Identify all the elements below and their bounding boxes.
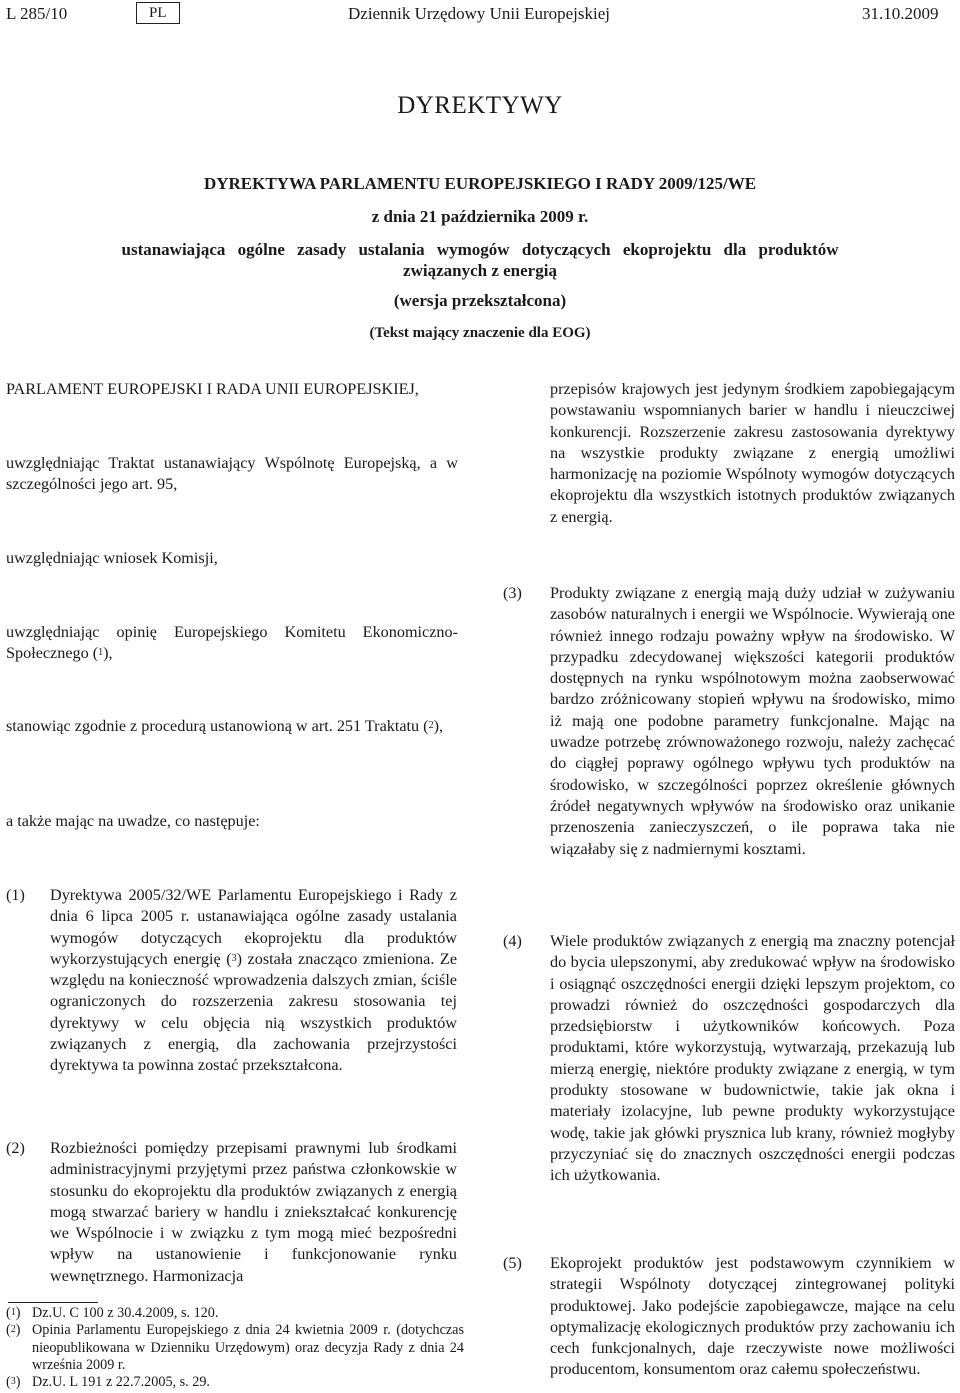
directive-subtitle-line1: ustanawiająca ogólne zasady ustalania wymogów dotyczących ekoprojektu dla produktów: [121, 240, 839, 259]
recital-text: Produkty związane z energią mają duży udział w zużywaniu zasobów naturalnych i energii we Wspólnocie. Wywierają one również innego rodzaju poważny wpływ na środowisko. W przypadku zdecydowanej większości kategorii produktów dostępnych na rynku wspólnotowym można zaobserwować bardzo zróżnicowany stopień wpływu na środowisko, mimo iż mają one podobne parametry funkcjonalne. Mając na uwadze potrzebę zrównoważonego rozwoju, należy zachęcać do ciągłej poprawy ogólnego wpływu tych produktów na środowisko, w szczególności poprzez określenie głównych źródeł negatywnych wpływów na środowisko oraz unikanie przenoszenia zanieczyszczeń, o ile poprawa taka nie wiązałaby się z nadmiernymi kosztami.: [550, 584, 955, 858]
recital-5: [550, 1253, 955, 1381]
footnote-ref: 1: [98, 647, 104, 659]
preamble-whereas: [6, 811, 458, 832]
footnote-3: ($^3$) Dz.U. L 191 z 22.7.2005, s. 29.: [6, 1374, 466, 1392]
recast-note: (wersja przekształcona): [393, 291, 567, 310]
footnote-1: ($^1$) Dz.U. C 100 z 30.4.2009, s. 120.: [6, 1305, 466, 1323]
recital-number: (5): [503, 1254, 522, 1272]
page-reference: L 285/10: [6, 4, 68, 23]
preamble-treaty: [6, 453, 458, 496]
preamble-text: stanowiąc zgodnie z procedurą ustanowioną w art. 251 Traktatu (: [6, 717, 429, 735]
section-title: DYREKTYWY: [397, 92, 563, 119]
recital-text: Wiele produktów związanych z energią ma znaczny potencjał do bycia ulepszonymi, aby zredukować wpływ na środowisko i osiągnąć oszczędności energii dzięki lepszym projektom, co prowadzi również do oszczędności gospodarczych dla przedsiębiorstw i użytkowników końcowych. Poza produktami, które wykorzystują, wytwarzają, przekazują lub mierzą energię, niektóre produkty związane z energią, w tym produkty stosowane w budownictwie, takie jak okna i materiały izolacyjne, lub pewne produkty wykorzystujące wodę, takie jak główki prysznica lub krany, również mogłyby przyczyniać się do znacznych oszczędności energii podczas ich użytkowania.: [550, 932, 955, 1185]
directive-title: DYREKTYWA PARLAMENTU EUROPEJSKIEGO I RADY 2009/125/WE: [203, 174, 757, 193]
recital-3: [550, 583, 955, 860]
preamble-text: uwzględniając Traktat ustanawiający Wspólnotę Europejską, a w szczególności jego art. 95,: [6, 454, 458, 494]
preamble-procedure: [6, 716, 458, 737]
directive-subtitle-line2: związanych z energią: [403, 261, 557, 280]
language-badge: PL: [136, 2, 180, 24]
preamble-text: uwzględniając wniosek Komisji,: [6, 549, 218, 567]
footnote-ref: 2: [428, 720, 434, 731]
recital-4: [550, 931, 955, 1187]
footnote-text: Dz.U. C 100 z 30.4.2009, s. 120.: [32, 1305, 219, 1321]
preamble-institutions: [6, 379, 458, 400]
recital-text: przepisów krajowych jest jedynym środkiem zapobiegającym powstawaniu wspomnianych barier w handlu i nieuczciwej konkurencji. Rozszerzenie zakresu zastosowania dyrektywy na wszystkie produkty związane z energią umożliwi harmonizację na poziomie Wspólnoty wymogów dotyczących ekoprojektu dla wszystkich istotnych produktów związanych z energią.: [550, 380, 955, 526]
eea-relevance-note: (Tekst mający znaczenie dla EOG): [369, 325, 591, 341]
recital-number: (4): [503, 932, 522, 950]
preamble-text: PARLAMENT EUROPEJSKI I RADA UNII EUROPEJSKIEJ,: [6, 380, 419, 398]
footnote-ref: 3: [231, 952, 237, 964]
footnote-text: Opinia Parlamentu Europejskiego z dnia 24 kwietnia 2009 r. (dotychczas nieopublikowana w Dzienniku Urzędowym) oraz decyzja Rady z dnia 24 września 2009 r.: [32, 1322, 464, 1373]
recital-text: Dyrektywa 2005/32/WE Parlamentu Europejskiego i Rady z dnia 6 lipca 2005 r. ustanawiająca ogólne zasady ustalania wymogów dotyczących ekoprojektu dla produktów wykorzystujących energię (: [50, 886, 457, 968]
recital-number: (3): [503, 584, 522, 602]
recital-number: (1): [6, 886, 25, 904]
page-header: [0, 4, 960, 30]
recital-2-continuation: [550, 379, 955, 528]
preamble-commission: [6, 548, 458, 569]
preamble-text-end: ),: [103, 644, 113, 663]
recital-text: Rozbieżności pomiędzy przepisami prawnymi lub środkami administracyjnymi przyjętymi przez państwa członkowskie w stosunku do ekoprojektu dla produktów związanych z energią mogą stwarzać bariery w handlu i zniekształcać konkurencję we Wspólnocie i w związku z tym mogą mieć bezpośredni wpływ na ustanowienie i funkcjonowanie rynku wewnętrznego. Harmonizacja: [50, 1139, 457, 1285]
preamble-text: uwzględniając opinię Europejskiego Komitetu Ekonomiczno-Społecznego (: [6, 623, 458, 663]
footnote-number: 3: [10, 1376, 16, 1387]
footnote-text: Dz.U. L 191 z 22.7.2005, s. 29.: [32, 1374, 210, 1390]
footnote-separator: [8, 1302, 98, 1303]
footnote-2: ($^2$) Opinia Parlamentu Europejskiego z dnia 24 kwietnia 2009 r. (dotychczas nieopublikowana w Dzienniku Urzędowym) oraz decyzja Rady z dnia 24 września 2009 r.: [6, 1322, 464, 1373]
footnote-number: 1: [10, 1307, 16, 1318]
recital-2: [50, 1138, 457, 1287]
preamble-eesc: [6, 622, 458, 665]
recital-text: Ekoprojekt produktów jest podstawowym czynnikiem w strategii Wspólnoty dotyczącej zintegrowanej polityki produktowej. Jako podejście zapobiegawcze, mające na celu optymalizację ekologicznych produktów przy zachowaniu ich cech funkcjonalnych, daje rzeczywiste nowe możliwości producentom, konsumentom oraz całemu społeczeństwu.: [550, 1254, 955, 1379]
recital-number: (2): [6, 1139, 25, 1157]
directive-date: z dnia 21 października 2009 r.: [371, 207, 589, 226]
preamble-text-end: ),: [433, 717, 443, 735]
journal-name: Dziennik Urzędowy Unii Europejskiej: [348, 4, 611, 23]
publication-date: 31.10.2009: [862, 4, 939, 23]
preamble-text: a także mając na uwadze, co następuje:: [6, 812, 260, 830]
recital-text-end: ) została znacząco zmieniona. Ze względu na konieczność wprowadzenia dalszych zmian, ściśle ograniczonych do rozszerzenia zakresu stosowania tej dyrektywy w celu objęcia nią wszystkich produktów związanych z energią, dla zachowania przejrzystości dyrektywa ta powinna zostać przekształcona.: [50, 949, 457, 1075]
footnote-number: 2: [10, 1324, 16, 1335]
recital-1: [50, 885, 457, 1077]
